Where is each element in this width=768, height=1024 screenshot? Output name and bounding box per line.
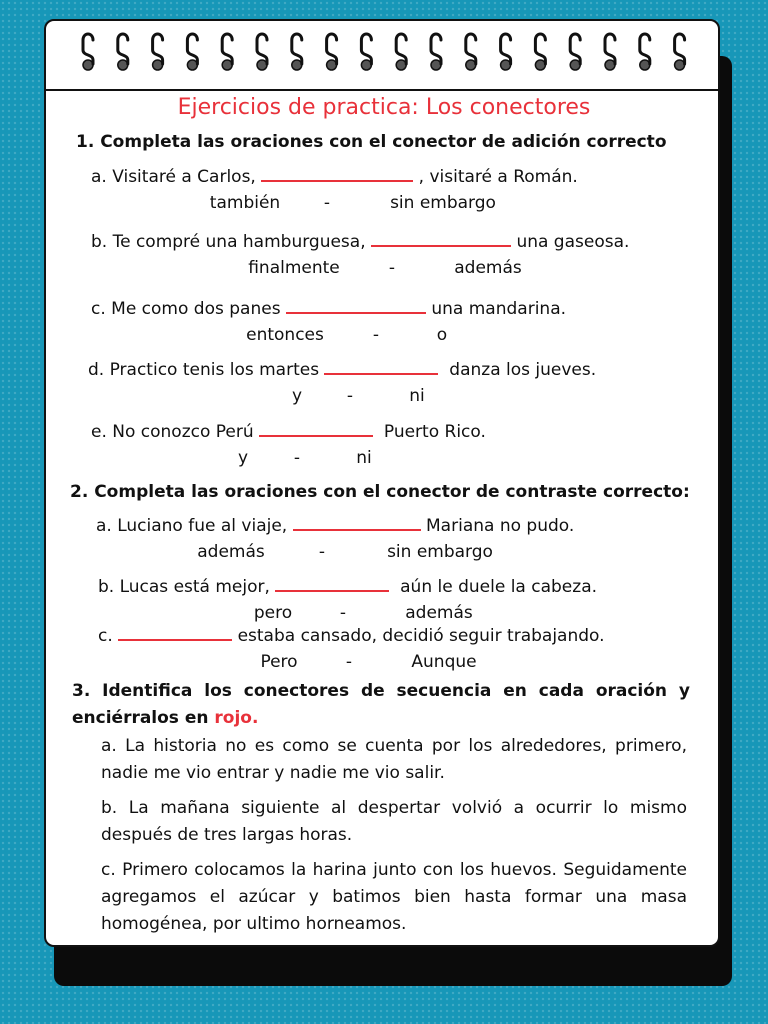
section1-heading: 1. Completa las oraciones con el conector de adición correcto — [76, 132, 667, 152]
spiral-ring-icon — [118, 34, 128, 70]
s2-item-a-post: Mariana no pudo. — [426, 516, 575, 536]
section3-heading-text: 3. Identifica los conectores de secuencia en cada oración y enciérralos en — [72, 681, 690, 728]
spiral-ring-icon — [222, 34, 232, 70]
s1-item-a-option2: sin embargo — [390, 193, 496, 213]
s2-item-b-post: aún le duele la cabeza. — [400, 577, 598, 597]
section3-heading-red: rojo. — [214, 708, 259, 728]
s1-item-b — [91, 231, 629, 252]
section3-heading — [72, 678, 690, 732]
spiral-ring-icon — [675, 34, 685, 70]
s2-item-a-blank[interactable] — [293, 515, 421, 531]
spiral-ring-icon — [153, 34, 163, 70]
s1-item-a — [91, 166, 578, 187]
s1-item-d-pre: d. Practico tenis los martes — [88, 360, 320, 380]
s1-item-e-pre: e. No conozco Perú — [91, 422, 254, 442]
s2-item-c-blank[interactable] — [118, 625, 232, 641]
spiral-ring-icon — [535, 34, 545, 70]
s1-item-c-blank[interactable] — [286, 298, 426, 314]
s2-item-c-post: estaba cansado, decidió seguir trabajando. — [237, 626, 605, 646]
spiral-ring-icon — [257, 34, 267, 70]
s1-item-b-option1: finalmente — [248, 258, 340, 278]
spiral-ring-icon — [570, 34, 580, 70]
s2-item-a-sep: - — [318, 542, 326, 562]
s1-item-d — [88, 359, 596, 380]
s2-item-c-option1: Pero — [260, 652, 298, 672]
spiral-ring-icon — [361, 34, 371, 70]
s2-item-a-option1: además — [197, 542, 265, 562]
s1-item-a-pre: a. Visitaré a Carlos, — [91, 167, 256, 187]
s2-item-c-pre: c. — [98, 626, 113, 646]
s1-item-e-option1: y — [237, 448, 249, 468]
spiral-ring-icon — [292, 34, 302, 70]
section2-heading: 2. Completa las oraciones con el conector de contraste correcto: — [70, 482, 690, 502]
spiral-ring-icon — [83, 34, 93, 70]
s3-item-c: c. Primero colocamos la harina junto con los huevos. Seguidamente agregamos el azúcar y batimos bien hasta formar una masa homogénea, por ultimo horneamos. — [101, 860, 687, 934]
s2-item-b-sep: - — [339, 603, 347, 623]
s2-item-b-option1: pero — [253, 603, 293, 623]
s1-item-d-sep: - — [346, 386, 354, 406]
s2-item-c-sep: - — [345, 652, 353, 672]
s2-item-b-option2: además — [405, 603, 473, 623]
s1-item-d-post: danza los jueves. — [449, 360, 597, 380]
s1-item-e — [91, 421, 486, 442]
s1-item-e-blank[interactable] — [259, 421, 373, 437]
s1-item-d-blank[interactable] — [324, 359, 438, 375]
spiral-ring-icon — [327, 34, 337, 70]
s1-item-e-option2: ni — [356, 448, 372, 468]
s3-item-b: b. La mañana siguiente al despertar volvió a ocurrir lo mismo después de tres largas horas. — [101, 798, 687, 845]
spiral-ring-icon — [640, 34, 650, 70]
spiral-ring-icon — [501, 34, 511, 70]
s2-item-c — [98, 625, 605, 646]
s1-item-a-sep: - — [323, 193, 331, 213]
header-divider — [46, 89, 718, 91]
s2-item-a-pre: a. Luciano fue al viaje, — [96, 516, 288, 536]
s1-item-b-post: una gaseosa. — [516, 232, 630, 252]
s2-item-b-pre: b. Lucas está mejor, — [98, 577, 270, 597]
s2-item-c-option2: Aunque — [411, 652, 477, 672]
s1-item-c-sep: - — [372, 325, 380, 345]
s1-item-d-option1: y — [291, 386, 303, 406]
s1-item-c-option2: o — [436, 325, 448, 345]
s1-item-e-post: Puerto Rico. — [383, 422, 486, 442]
s3-item-a: a. La historia no es como se cuenta por los alrededores, primero, nadie me vio entrar y nadie me vio salir. — [101, 736, 687, 783]
s2-item-b-blank[interactable] — [275, 576, 389, 592]
s1-item-a-post: , visitaré a Román. — [418, 167, 578, 187]
s1-item-a-blank[interactable] — [261, 166, 413, 182]
s1-item-e-sep: - — [293, 448, 301, 468]
s1-item-c — [91, 298, 566, 319]
s1-item-b-blank[interactable] — [371, 231, 511, 247]
spiral-ring-icon — [396, 34, 406, 70]
page-title: Ejercicios de practica: Los conectores — [177, 95, 591, 120]
s1-item-c-option1: entonces — [246, 325, 324, 345]
s2-item-a — [96, 515, 574, 536]
s1-item-b-option2: además — [454, 258, 522, 278]
s1-item-b-pre: b. Te compré una hamburguesa, — [91, 232, 366, 252]
s1-item-b-sep: - — [388, 258, 396, 278]
s1-item-d-option2: ni — [409, 386, 425, 406]
s1-item-a-option1: también — [209, 193, 281, 213]
s2-item-b — [98, 576, 597, 597]
s1-item-c-post: una mandarina. — [431, 299, 567, 319]
spiral-ring-icon — [187, 34, 197, 70]
spiral-ring-icon — [431, 34, 441, 70]
spiral-binding — [44, 28, 720, 78]
s2-item-a-option2: sin embargo — [387, 542, 493, 562]
spiral-ring-icon — [605, 34, 615, 70]
s1-item-c-pre: c. Me como dos panes — [91, 299, 281, 319]
spiral-ring-icon — [466, 34, 476, 70]
